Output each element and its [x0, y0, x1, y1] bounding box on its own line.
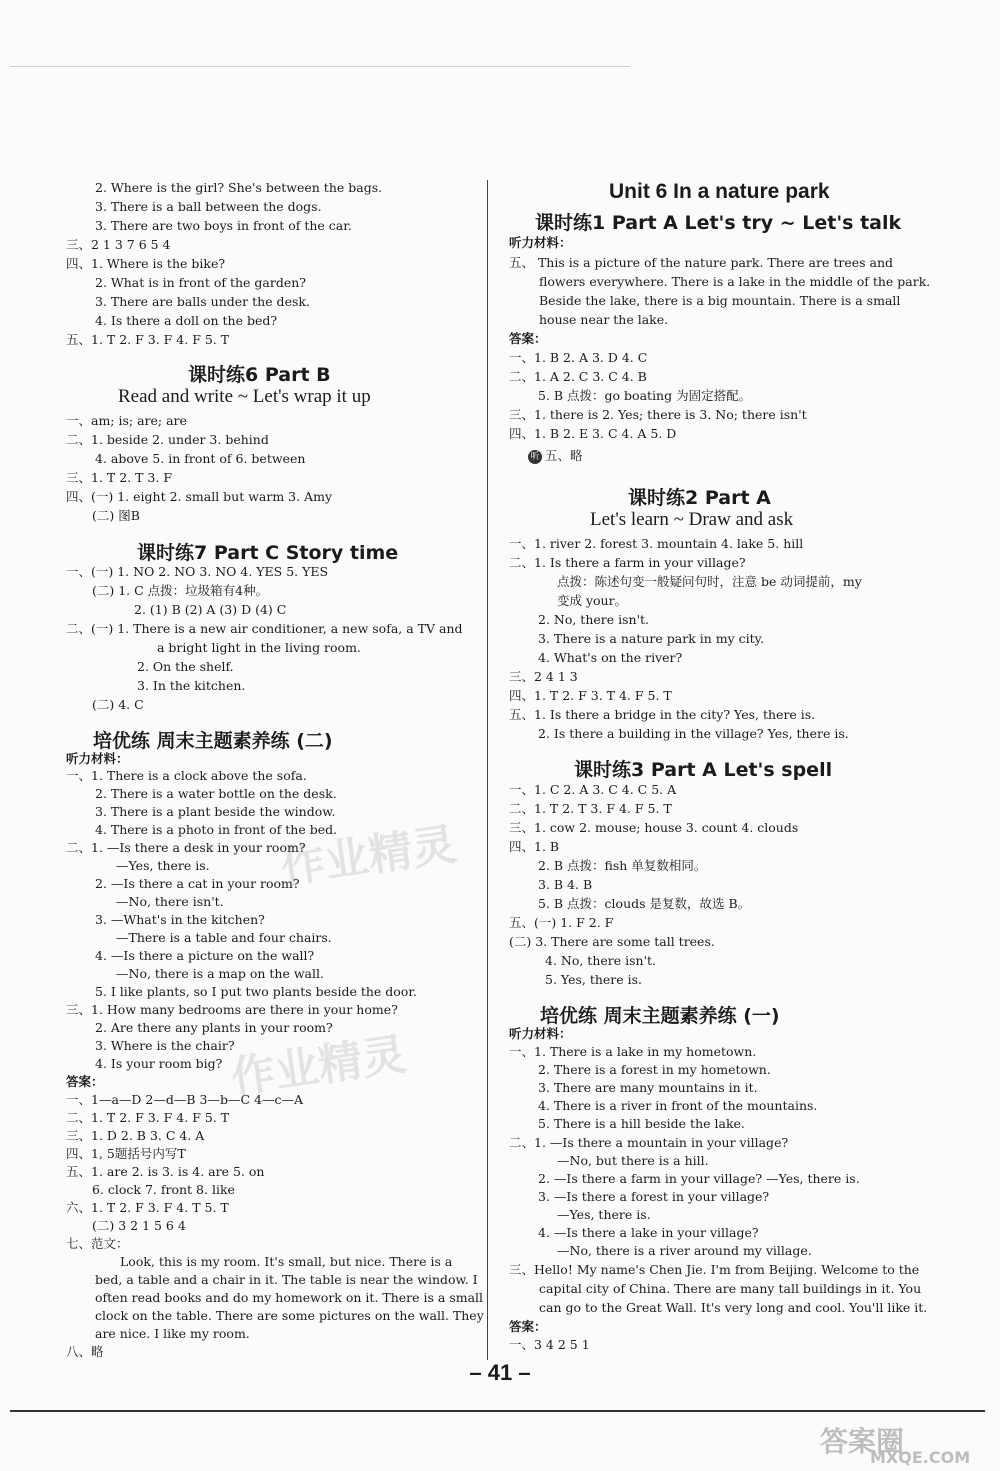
line-text: 二、1. T 2. F 3. F 4. F 5. T: [66, 1110, 230, 1125]
line-text: 一、(一) 1. NO 2. NO 3. NO 4. YES 5. YES: [66, 564, 329, 579]
text-line: [95, 1020, 333, 1035]
listen-icon: 听: [528, 450, 542, 464]
line-text: (二) 图B: [92, 508, 140, 523]
line-text: (二) 1. C 点拨：垃圾箱有4种。: [92, 583, 269, 598]
text-line: [509, 1135, 788, 1150]
text-line: [95, 948, 314, 963]
watermark-stamp: 作业精灵: [277, 818, 460, 894]
line-text: 一、1. There is a clock above the sofa.: [66, 768, 307, 783]
line-text: 培优练 周末主题素养练 (一): [540, 1005, 780, 1027]
section-heading: [590, 509, 793, 531]
line-text: Let's learn ~ Draw and ask: [590, 509, 794, 530]
line-text: 2. Is there a building in the village? Yes, there is.: [538, 726, 849, 741]
text-line: [95, 294, 310, 309]
line-text: 2. Where is the girl? She's between the bags.: [95, 180, 383, 195]
line-text: clock on the table. There are some pictures on the wall. They: [95, 1308, 484, 1323]
text-line: [95, 451, 305, 466]
text-line: [509, 782, 676, 797]
line-text: 5. B 点拨：clouds 是复数，故选 B。: [538, 896, 751, 911]
line-text: 2. —Is there a cat in your room?: [95, 876, 300, 891]
text-line: [66, 332, 229, 347]
text-line: [95, 275, 306, 290]
text-line: [509, 707, 815, 722]
line-text: 二、1. beside 2. under 3. behind: [66, 432, 269, 447]
line-text: 3. In the kitchen.: [137, 678, 246, 693]
line-text: 2. Are there any plants in your room?: [95, 1020, 333, 1035]
line-text: capital city of China. There are many tall buildings in it. You: [539, 1281, 922, 1296]
text-line: [116, 930, 332, 945]
text-line: [509, 1319, 547, 1334]
text-line: [95, 984, 417, 999]
line-text: 4. Is there a doll on the bed?: [95, 313, 278, 328]
text-line: [557, 1207, 651, 1222]
line-text: 一、1. There is a lake in my hometown.: [509, 1044, 757, 1059]
bottom-rule: [10, 1410, 985, 1412]
watermark-stamp: 作业精灵: [227, 1028, 410, 1104]
line-text: 听力材料：: [509, 235, 572, 250]
line-text: 答案：: [509, 331, 547, 346]
line-text: 2. What is in front of the garden?: [95, 275, 306, 290]
text-line: [509, 235, 572, 250]
text-line: [557, 1153, 709, 1168]
line-text: 5. Yes, there is.: [545, 972, 643, 987]
text-line: [557, 1243, 812, 1258]
text-line: [66, 1344, 104, 1359]
line-text: are nice. I like my room.: [95, 1326, 250, 1341]
line-text: 五、略: [545, 448, 583, 463]
text-line: [116, 858, 210, 873]
line-text: 2. —Is there a farm in your village? —Yes, there is.: [538, 1171, 860, 1186]
text-line: [509, 350, 647, 365]
text-line: [95, 1290, 483, 1305]
line-text: 六、1. T 2. F 3. F 4. T 5. T: [66, 1200, 229, 1215]
line-text: 2. There is a forest in my hometown.: [538, 1062, 771, 1077]
text-line: [66, 413, 187, 428]
line-text: 听力材料：: [66, 751, 129, 766]
text-line: [538, 1080, 758, 1095]
line-text: 一、1. C 2. A 3. C 4. C 5. A: [509, 782, 677, 797]
line-text: 答案：: [509, 1319, 547, 1334]
line-text: Look, this is my room. It's small, but nice. There is a: [120, 1254, 453, 1269]
text-line: [509, 801, 672, 816]
line-text: —No, but there is a hill.: [557, 1153, 709, 1168]
line-text: Beside the lake, there is a big mountain. There is a small: [539, 293, 901, 308]
line-text: 听力材料：: [509, 1026, 572, 1041]
text-line: [66, 489, 332, 504]
text-line: [557, 593, 627, 608]
line-text: —No, there is a map on the wall.: [116, 966, 324, 981]
text-line: [538, 1189, 769, 1204]
text-line: [95, 1038, 235, 1053]
text-line: [66, 840, 306, 855]
line-text: 三、1. cow 2. mouse; house 3. count 4. clouds: [509, 820, 799, 835]
line-text: 3. There are balls under the desk.: [95, 294, 310, 309]
line-text: can go to the Great Wall. It's very long and cool. You'll like it.: [539, 1300, 928, 1315]
line-text: 4. —Is there a picture on the wall?: [95, 948, 315, 963]
text-line: [539, 312, 668, 327]
line-text: 一、am; is; are; are: [66, 413, 187, 428]
line-text: 五、(一) 1. F 2. F: [509, 915, 614, 930]
line-text: 三、1. How many bedrooms are there in your home?: [66, 1002, 398, 1017]
text-line: [95, 199, 322, 214]
line-text: 2. No, there isn't.: [538, 612, 650, 627]
section-heading: [137, 538, 398, 565]
text-line: [95, 804, 335, 819]
line-text: 4. There is a photo in front of the bed.: [95, 822, 338, 837]
line-text: often read books and do my homework on it. There is a small: [95, 1290, 484, 1305]
line-text: 二、1. A 2. C 3. C 4. B: [509, 369, 647, 384]
text-line: [95, 1326, 250, 1341]
text-line: [539, 274, 930, 289]
text-line: [509, 820, 798, 835]
text-line: [92, 697, 144, 712]
line-text: 四、(一) 1. eight 2. small but warm 3. Amy: [66, 489, 333, 504]
line-text: —Yes, there is.: [116, 858, 210, 873]
text-line: [509, 407, 807, 422]
text-line: [116, 894, 224, 909]
text-line: [538, 631, 764, 646]
line-text: 课时练2 Part A: [628, 487, 771, 509]
text-line: [66, 768, 307, 783]
line-text: house near the lake.: [539, 312, 669, 327]
text-line: [509, 1044, 756, 1059]
text-line: [120, 1254, 452, 1269]
text-line: [116, 966, 324, 981]
line-text: 三、1. there is 2. Yes; there is 3. No; there isn't: [509, 407, 807, 422]
text-line: [66, 432, 269, 447]
text-line: [66, 470, 172, 485]
text-line: [509, 1337, 590, 1352]
text-line: [538, 877, 592, 892]
text-line: [95, 786, 337, 801]
section-heading: [628, 483, 771, 510]
text-line: [95, 1272, 478, 1287]
line-text: 变成 your。: [557, 593, 628, 608]
text-line: [509, 331, 547, 346]
text-line: [92, 1218, 186, 1233]
text-line: [509, 536, 803, 551]
text-line: [538, 1098, 817, 1113]
text-line: [95, 1056, 222, 1071]
text-line: [137, 678, 245, 693]
line-text: flowers everywhere. There is a lake in the middle of the park.: [539, 274, 931, 289]
line-text: 3. There is a plant beside the window.: [95, 804, 336, 819]
line-text: 二、1. T 2. T 3. F 4. F 5. T: [509, 801, 672, 816]
line-text: 4. What's on the river?: [538, 650, 683, 665]
line-text: 二、1. —Is there a mountain in your village?: [509, 1135, 789, 1150]
text-line: [66, 1146, 186, 1161]
line-text: 五、 This is a picture of the nature park. There are trees and: [509, 255, 894, 270]
text-line: [95, 180, 382, 195]
page-number: – 41 –: [469, 1360, 531, 1385]
line-text: (二) 3. There are some tall trees.: [509, 934, 715, 949]
text-line: [538, 726, 849, 741]
line-text: 点拨：陈述句变一般疑问句时，注意 be 动词提前，my: [557, 574, 862, 589]
watermark-logo: 答案圈: [820, 1425, 905, 1458]
line-text: Unit 6 In a nature park: [609, 180, 830, 203]
text-line: [157, 640, 361, 655]
top-rule: [10, 66, 630, 67]
text-line: [66, 1236, 129, 1251]
text-line: [66, 1002, 398, 1017]
line-text: 一、1—a—D 2—d—B 3—b—C 4—c—A: [66, 1092, 303, 1107]
line-text: —There is a table and four chairs.: [116, 930, 332, 945]
line-text: 4. There is a river in front of the mountains.: [538, 1098, 818, 1113]
text-line: [539, 1300, 927, 1315]
text-line: [92, 1182, 235, 1197]
line-text: 课时练3 Part A Let's spell: [574, 759, 833, 781]
text-line: [509, 915, 613, 930]
text-line: [539, 1281, 921, 1296]
line-text: 四、1. Where is the bike?: [66, 256, 226, 271]
line-text: —No, there is a river around my village.: [557, 1243, 812, 1258]
section-heading: [535, 208, 901, 235]
line-text: 三、1. D 2. B 3. C 4. A: [66, 1128, 205, 1143]
line-text: 二、1. —Is there a desk in your room?: [66, 840, 306, 855]
line-text: 3. There is a nature park in my city.: [538, 631, 765, 646]
line-text: 4. No, there isn't.: [545, 953, 657, 968]
text-line: [545, 953, 656, 968]
line-text: 培优练 周末主题素养练 (二): [93, 730, 333, 752]
text-line: [539, 293, 900, 308]
text-line: [509, 426, 676, 441]
text-line: [66, 256, 225, 271]
line-text: 答案：: [66, 1074, 104, 1089]
text-line: [95, 218, 352, 233]
text-line: [92, 508, 140, 523]
column-divider: [487, 180, 488, 1360]
line-text: bed, a table and a chair in it. The table is near the window. I: [95, 1272, 478, 1287]
text-line: [66, 751, 129, 766]
line-text: 2. There is a water bottle on the desk.: [95, 786, 337, 801]
line-text: 七、范文：: [66, 1236, 129, 1251]
line-text: 一、1. river 2. forest 3. mountain 4. lake 5. hill: [509, 536, 804, 551]
line-text: 二、(一) 1. There is a new air conditioner, a new sofa, a TV and: [66, 621, 463, 636]
line-text: 2. (1) B (2) A (3) D (4) C: [134, 602, 287, 617]
text-line: [95, 876, 300, 891]
line-text: —Yes, there is.: [557, 1207, 651, 1222]
text-line: [509, 934, 715, 949]
text-line: [66, 621, 463, 636]
line-text: 3. There are two boys in front of the car.: [95, 218, 352, 233]
text-line: [509, 1026, 572, 1041]
line-text: 3. There is a ball between the dogs.: [95, 199, 322, 214]
text-line: [509, 839, 559, 854]
line-text: 课时练7 Part C Story time: [137, 542, 399, 564]
text-line: [538, 1062, 771, 1077]
text-line: [66, 237, 171, 252]
text-line: [528, 448, 583, 464]
line-text: 4. —Is there a lake in your village?: [538, 1225, 759, 1240]
line-text: 一、3 4 2 5 1: [509, 1337, 590, 1352]
text-line: [95, 822, 337, 837]
text-line: [95, 912, 265, 927]
text-line: [538, 896, 750, 911]
line-text: (二) 4. C: [92, 697, 144, 712]
text-line: [66, 1200, 229, 1215]
text-line: [66, 1092, 303, 1107]
text-line: [92, 583, 268, 598]
text-line: [134, 602, 286, 617]
line-text: 3. There are many mountains in it.: [538, 1080, 758, 1095]
text-line: [509, 369, 647, 384]
line-text: 4. above 5. in front of 6. between: [95, 451, 306, 466]
watermark-url: MXQE.COM: [870, 1448, 971, 1467]
line-text: 四、1, 5题括号内写T: [66, 1146, 186, 1161]
text-line: [538, 858, 706, 873]
line-text: 5. B 点拨：go boating 为固定搭配。: [538, 388, 752, 403]
line-text: 4. Is your room big?: [95, 1056, 223, 1071]
section-heading: [540, 1001, 780, 1028]
text-line: [66, 1074, 104, 1089]
line-text: 课时练6 Part B: [188, 364, 331, 386]
line-text: 3. —Is there a forest in your village?: [538, 1189, 770, 1204]
section-heading: [93, 726, 333, 753]
text-line: [95, 313, 277, 328]
line-text: 5. There is a hill beside the lake.: [538, 1116, 745, 1131]
line-text: 五、1. T 2. F 3. F 4. F 5. T: [66, 332, 230, 347]
text-line: [66, 1128, 204, 1143]
line-text: Read and write ~ Let's wrap it up: [118, 386, 371, 407]
text-line: [538, 1225, 759, 1240]
text-line: [66, 1110, 229, 1125]
text-line: [66, 1164, 264, 1179]
text-line: [509, 669, 578, 684]
text-line: [557, 574, 862, 589]
line-text: 5. I like plants, so I put two plants beside the door.: [95, 984, 417, 999]
text-line: [509, 1262, 919, 1277]
line-text: 五、1. are 2. is 3. is 4. are 5. on: [66, 1164, 265, 1179]
line-text: 2. B 点拨：fish 单复数相同。: [538, 858, 707, 873]
line-text: 八、略: [66, 1344, 104, 1359]
text-line: [95, 1308, 484, 1323]
section-heading: [188, 360, 331, 387]
line-text: 6. clock 7. front 8. like: [92, 1182, 235, 1197]
line-text: 三、Hello! My name's Chen Jie. I'm from Beijing. Welcome to the: [509, 1262, 920, 1277]
text-line: [538, 650, 682, 665]
section-heading: [118, 386, 371, 408]
line-text: 3. Where is the chair?: [95, 1038, 235, 1053]
text-line: [538, 612, 649, 627]
text-line: [509, 255, 893, 270]
text-line: [509, 555, 746, 570]
line-text: —No, there isn't.: [116, 894, 224, 909]
line-text: 三、1. T 2. T 3. F: [66, 470, 172, 485]
line-text: 3. B 4. B: [538, 877, 593, 892]
section-heading: [609, 180, 830, 204]
line-text: 五、1. Is there a bridge in the city? Yes, there is.: [509, 707, 816, 722]
line-text: 四、1. T 2. F 3. T 4. F 5. T: [509, 688, 672, 703]
line-text: 二、1. Is there a farm in your village?: [509, 555, 746, 570]
text-line: [545, 972, 642, 987]
text-line: [509, 688, 672, 703]
text-line: [538, 388, 751, 403]
line-text: 2. On the shelf.: [137, 659, 234, 674]
section-heading: [574, 755, 832, 782]
line-text: a bright light in the living room.: [157, 640, 361, 655]
text-line: [137, 659, 234, 674]
line-text: 课时练1 Part A Let's try ~ Let's talk: [535, 212, 902, 234]
line-text: 四、1. B 2. E 3. C 4. A 5. D: [509, 426, 677, 441]
line-text: 三、2 4 1 3: [509, 669, 578, 684]
line-text: 四、1. B: [509, 839, 560, 854]
line-text: 3. —What's in the kitchen?: [95, 912, 265, 927]
line-text: 三、2 1 3 7 6 5 4: [66, 237, 171, 252]
text-line: [66, 564, 328, 579]
text-line: [538, 1171, 860, 1186]
line-text: 一、1. B 2. A 3. D 4. C: [509, 350, 648, 365]
text-line: [538, 1116, 745, 1131]
line-text: (二) 3 2 1 5 6 4: [92, 1218, 186, 1233]
